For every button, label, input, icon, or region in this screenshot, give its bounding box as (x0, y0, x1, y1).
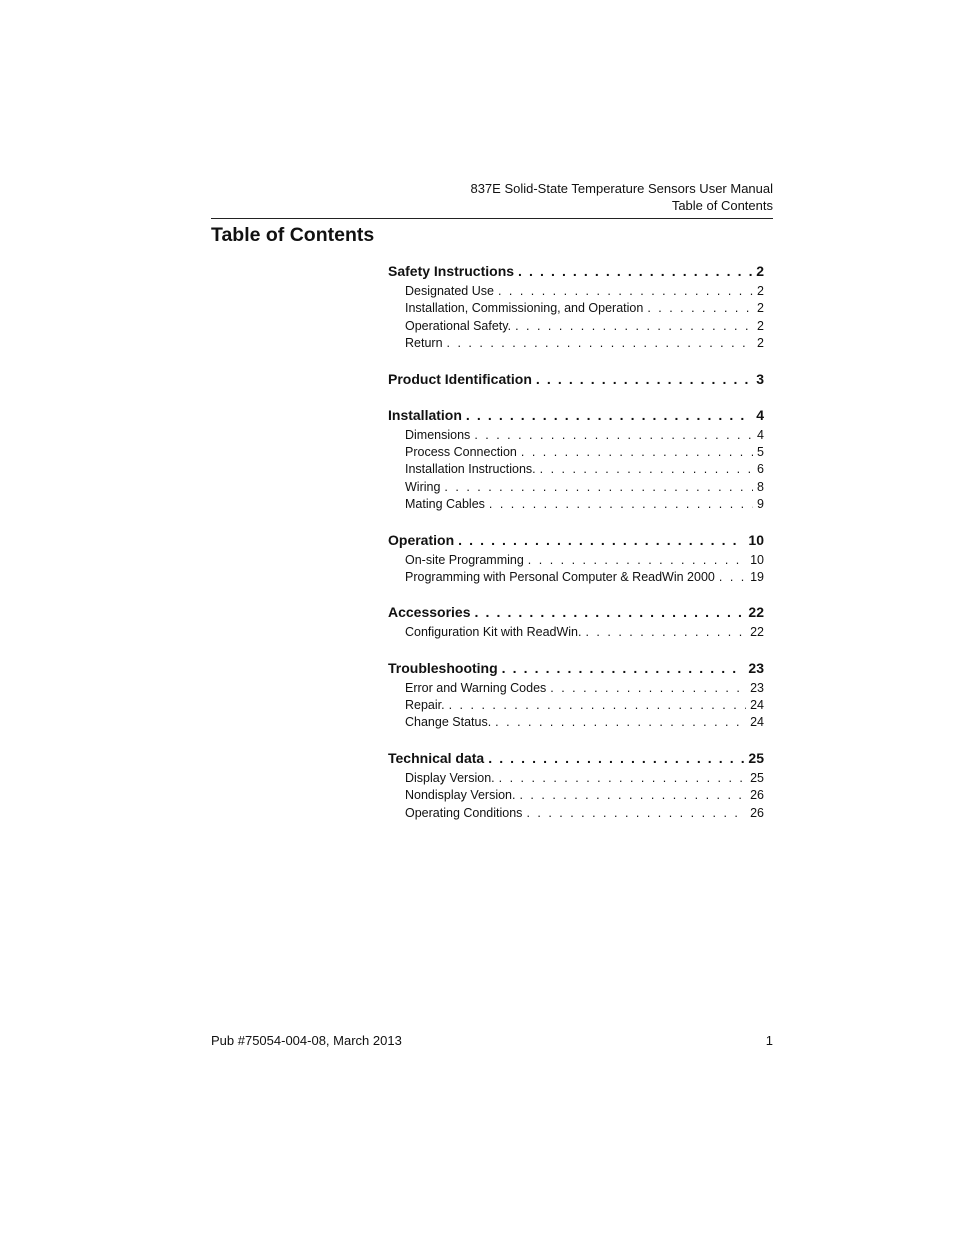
toc-entry-title: Programming with Personal Computer & ReadWin 2000 (405, 569, 715, 584)
toc-entry-title: Process Connection (405, 444, 517, 459)
toc-subentry[interactable] (388, 300, 764, 317)
toc-subentry[interactable] (388, 624, 764, 641)
toc-entry-title: Technical data (388, 749, 485, 766)
dot-leader (521, 444, 753, 461)
toc-subentry[interactable] (388, 479, 764, 496)
toc-entry-page: 9 (757, 497, 764, 512)
dot-leader (474, 427, 753, 444)
dot-leader (536, 369, 752, 389)
toc-entry-title: Nondisplay Version. (405, 788, 516, 803)
dot-leader (719, 569, 746, 586)
toc-entry-page: 23 (748, 659, 764, 676)
toc-entry-page: 8 (757, 479, 764, 494)
toc-entry-title: Accessories (388, 604, 471, 621)
dot-leader (585, 624, 746, 641)
toc-entry-title: Display Version. (405, 770, 495, 785)
dot-leader (540, 461, 753, 478)
dot-leader (489, 496, 753, 513)
toc-entry-title: Error and Warning Codes (405, 680, 547, 695)
page-title: Table of Contents (211, 224, 375, 246)
toc-section (388, 405, 764, 514)
dot-leader (488, 748, 744, 768)
toc-entry-title: Installation (388, 406, 462, 423)
dot-leader (518, 261, 752, 281)
toc-entry-page: 25 (750, 770, 764, 785)
toc-entry-page: 3 (756, 370, 764, 387)
table-of-contents (388, 261, 764, 838)
dot-leader (499, 770, 746, 787)
toc-subentry[interactable] (388, 283, 764, 300)
toc-subentry[interactable] (388, 335, 764, 352)
toc-subentry[interactable] (388, 427, 764, 444)
toc-subentry[interactable] (388, 569, 764, 586)
toc-entry-title: Change Status. (405, 715, 492, 730)
toc-entry-page: 24 (750, 698, 764, 713)
toc-entry-page: 24 (750, 715, 764, 730)
toc-entry-page: 2 (757, 318, 764, 333)
toc-section (388, 602, 764, 641)
toc-subentry[interactable] (388, 461, 764, 478)
toc-entry-title: Repair. (405, 698, 445, 713)
toc-entry-title: On-site Programming (405, 552, 524, 567)
dot-leader (495, 714, 746, 731)
toc-entry-page: 2 (757, 301, 764, 316)
toc-entry-title: Dimensions (405, 427, 471, 442)
toc-entry-title: Mating Cables (405, 497, 485, 512)
toc-entry-title: Product Identification (388, 370, 532, 387)
toc-section (388, 658, 764, 732)
dot-leader (458, 530, 744, 550)
toc-entry-title: Installation Instructions. (405, 462, 536, 477)
toc-subentry[interactable] (388, 318, 764, 335)
toc-entry-page: 23 (750, 680, 764, 695)
toc-section (388, 748, 764, 822)
dot-leader (519, 787, 746, 804)
dot-leader (550, 680, 746, 697)
toc-subentry[interactable] (388, 805, 764, 822)
toc-subentry[interactable] (388, 444, 764, 461)
toc-entry-page: 2 (757, 336, 764, 351)
toc-entry-page: 25 (748, 749, 764, 766)
dot-leader (498, 283, 753, 300)
toc-entry-page: 6 (757, 462, 764, 477)
toc-subentry[interactable] (388, 787, 764, 804)
toc-subentry[interactable] (388, 697, 764, 714)
toc-chapter[interactable] (388, 748, 764, 768)
toc-section (388, 369, 764, 389)
toc-entry-page: 22 (748, 604, 764, 621)
toc-entry-title: Safety Instructions (388, 263, 515, 279)
dot-leader (475, 602, 745, 622)
toc-chapter[interactable] (388, 602, 764, 622)
dot-leader (444, 479, 753, 496)
toc-entry-page: 4 (756, 406, 764, 423)
toc-subentry[interactable] (388, 714, 764, 731)
page-number: 1 (765, 1033, 773, 1048)
toc-entry-title: Wiring (405, 479, 441, 494)
toc-entry-page: 4 (757, 427, 764, 442)
toc-entry-page: 10 (748, 531, 764, 548)
dot-leader (447, 335, 754, 352)
dot-leader (526, 805, 746, 822)
toc-subentry[interactable] (388, 680, 764, 697)
toc-chapter[interactable] (388, 261, 764, 281)
header-section-title: Table of Contents (671, 198, 773, 213)
toc-entry-title: Return (405, 336, 443, 351)
header-manual-title: 837E Solid-State Temperature Sensors User Manual (470, 181, 773, 196)
toc-entry-page: 22 (750, 625, 764, 640)
toc-chapter[interactable] (388, 658, 764, 678)
toc-subentry[interactable] (388, 770, 764, 787)
toc-subentry[interactable] (388, 496, 764, 513)
toc-entry-page: 19 (750, 569, 764, 584)
toc-chapter[interactable] (388, 369, 764, 389)
toc-entry-page: 5 (757, 444, 764, 459)
dot-leader (528, 552, 746, 569)
toc-chapter[interactable] (388, 405, 764, 425)
toc-section (388, 261, 764, 353)
toc-entry-title: Designated Use (405, 284, 494, 298)
toc-entry-title: Operation (388, 531, 455, 548)
toc-entry-page: 26 (750, 805, 764, 820)
toc-entry-title: Configuration Kit with ReadWin. (405, 625, 582, 640)
toc-entry-page: 2 (756, 263, 764, 279)
toc-entry-title: Operational Safety. (405, 318, 512, 333)
toc-chapter[interactable] (388, 530, 764, 550)
toc-section (388, 530, 764, 587)
toc-entry-page: 26 (750, 788, 764, 803)
header-rule (211, 218, 773, 219)
toc-entry-title: Installation, Commissioning, and Operation (405, 301, 644, 316)
dot-leader (502, 658, 745, 678)
dot-leader (449, 697, 746, 714)
publication-info: Pub #75054-004-08, March 2013 (211, 1033, 402, 1048)
toc-subentry[interactable] (388, 552, 764, 569)
toc-entry-title: Operating Conditions (405, 805, 523, 820)
dot-leader (647, 300, 753, 317)
running-header (470, 180, 773, 214)
dot-leader (466, 405, 752, 425)
toc-entry-title: Troubleshooting (388, 659, 498, 676)
toc-entry-page: 10 (750, 552, 764, 567)
dot-leader (515, 318, 753, 335)
toc-entry-page: 2 (757, 284, 764, 298)
